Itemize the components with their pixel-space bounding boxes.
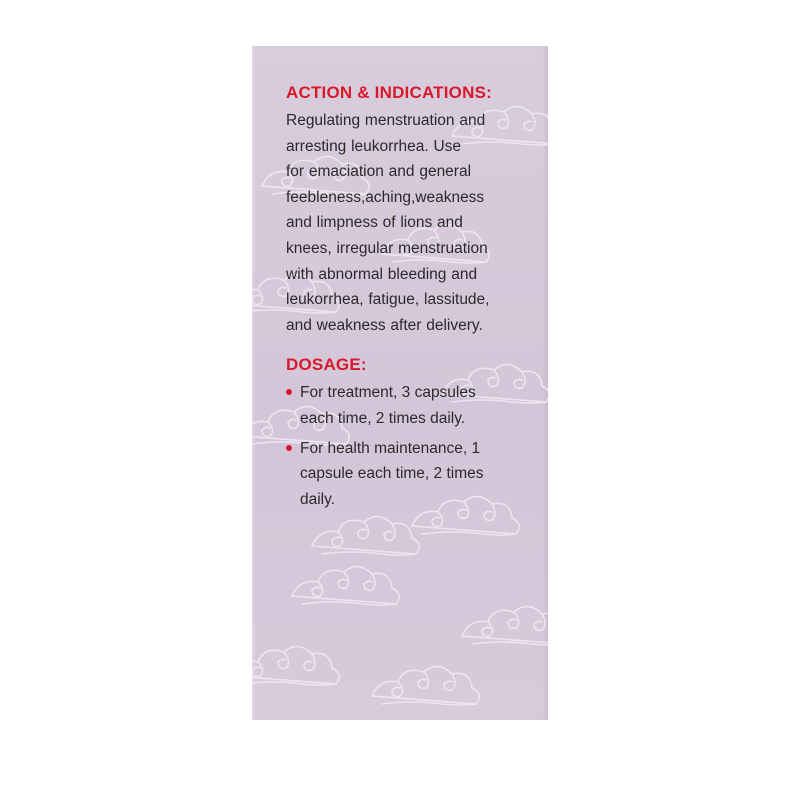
action-line: feebleness,aching,weakness (286, 188, 485, 206)
package-side-panel (252, 46, 548, 720)
dosage-item-maintenance (286, 436, 542, 513)
action-line: Regulating menstruation and (286, 112, 486, 129)
action-line: arresting leukorrhea. Use (286, 137, 462, 155)
action-indications-body (286, 108, 542, 338)
dosage-line: each time, 2 times daily. (300, 409, 466, 427)
bullet-icon (286, 445, 292, 451)
action-indications-heading: ACTION & INDICATIONS: (286, 83, 492, 102)
action-line: and weakness after delivery. (286, 316, 483, 334)
dosage-item-treatment (286, 380, 542, 431)
dosage-line: capsule each time, 2 times (300, 465, 484, 483)
action-line: with abnormal bleeding and (286, 265, 478, 283)
dosage-heading: DOSAGE: (286, 355, 367, 375)
product-info-text (286, 82, 542, 516)
action-line: knees, irregular menstruation (286, 239, 488, 257)
dosage-line: daily. (300, 490, 336, 508)
action-line: for emaciation and general (286, 163, 472, 181)
bullet-icon (286, 389, 292, 395)
dosage-list (286, 380, 542, 512)
action-line: leukorrhea, fatigue, lassitude, (286, 291, 490, 309)
dosage-line: For health maintenance, 1 (300, 439, 481, 457)
dosage-line: For treatment, 3 capsules (300, 384, 476, 402)
action-line: and limpness of lions and (286, 214, 463, 232)
